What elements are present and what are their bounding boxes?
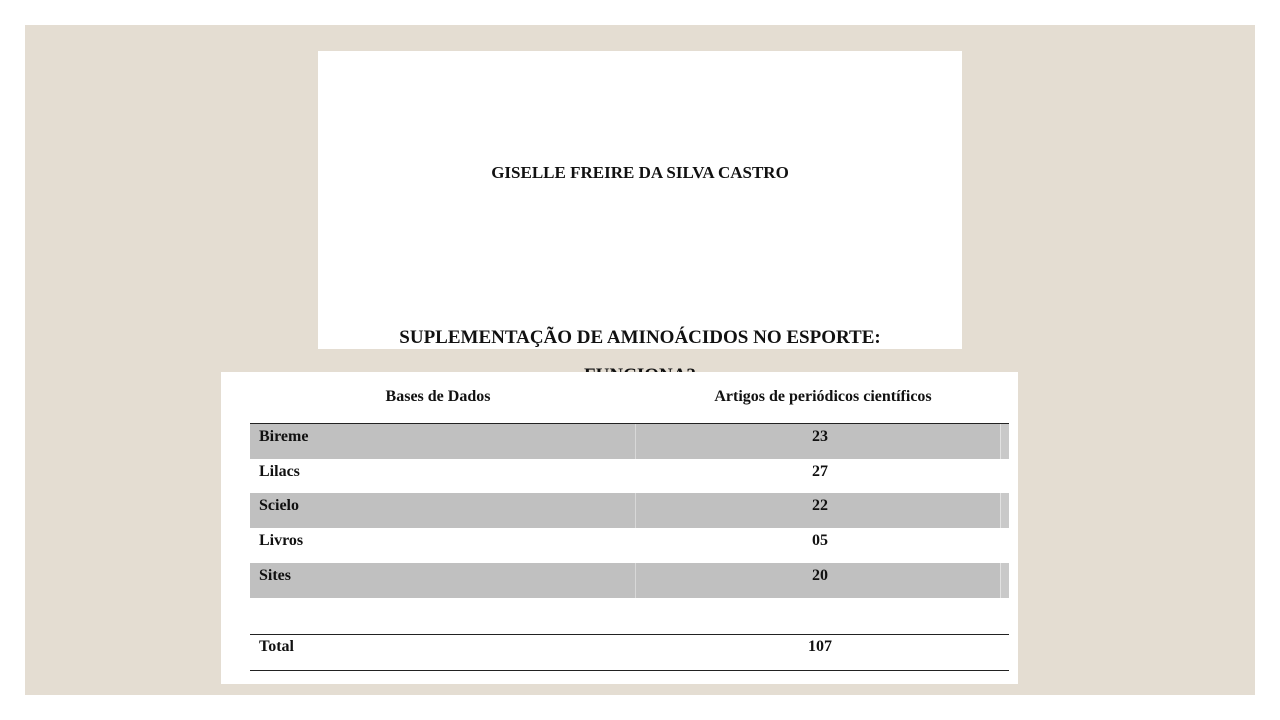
column-header-databases: Bases de Dados — [385, 388, 491, 405]
table-row — [250, 424, 1009, 459]
row-article-count: 23 — [812, 428, 828, 445]
table-row — [250, 459, 1009, 494]
table-row — [250, 563, 1009, 598]
row-article-count: 22 — [812, 497, 828, 514]
row-database-name: Sites — [259, 567, 291, 584]
total-value: 107 — [808, 638, 832, 655]
document-title-line-1: SUPLEMENTAÇÃO DE AMINOÁCIDOS NO ESPORTE: — [399, 327, 881, 348]
column-header-articles: Artigos de periódicos científicos — [714, 388, 932, 405]
table-row — [250, 528, 1009, 563]
row-database-name: Lilacs — [259, 463, 300, 480]
row-database-name: Scielo — [259, 497, 299, 514]
author-name: GISELLE FREIRE DA SILVA CASTRO — [491, 163, 789, 182]
total-label: Total — [259, 638, 294, 655]
row-database-name: Livros — [259, 532, 304, 549]
title-card — [318, 51, 962, 349]
bottom-rule — [250, 670, 1009, 671]
row-article-count: 05 — [812, 532, 828, 549]
row-article-count: 20 — [812, 567, 828, 584]
row-database-name: Bireme — [259, 428, 309, 445]
total-row — [250, 634, 1009, 669]
row-article-count: 27 — [812, 463, 828, 480]
table-row — [250, 493, 1009, 528]
results-table — [221, 372, 1018, 684]
